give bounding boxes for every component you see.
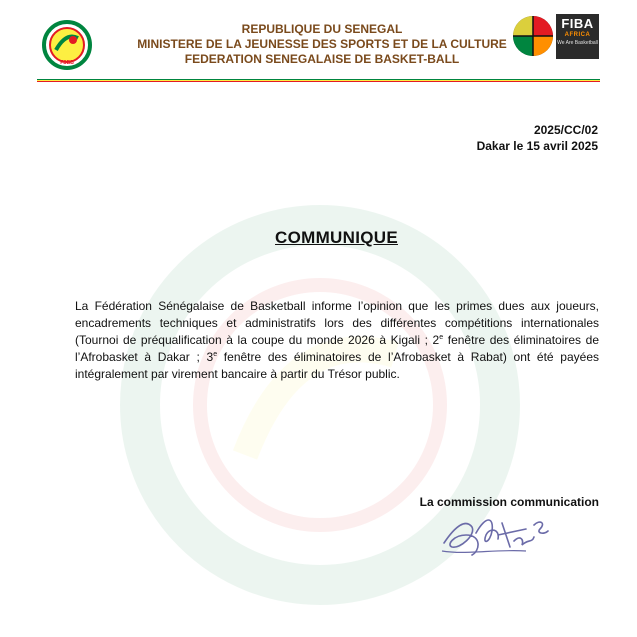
reference-number: 2025/CC/02 xyxy=(533,123,598,137)
fiba-africa-logo xyxy=(511,14,599,59)
fiba-wordmark: FIBA xyxy=(561,16,594,31)
body-part-1: La Fédération Sénégalaise de Basketball informe l’opinion que les primes dues aux joueurs, encadrements techniques et administratifs lors des différentes compétitions internationales (Tournoi de préqualification à la coupe du monde 2026 à Kigali ; 2 xyxy=(75,299,599,347)
letterhead xyxy=(0,0,637,90)
communique-body xyxy=(75,298,599,383)
header-line-2: MINISTERE DE LA JEUNESSE DES SPORTS ET DE LA CULTURE xyxy=(137,37,507,51)
ordinal-suffix-2: e xyxy=(213,351,218,358)
ordinal-suffix-1: e xyxy=(439,334,444,341)
signatory-label: La commission communication xyxy=(419,495,599,509)
tricolor-divider xyxy=(37,79,600,82)
handwritten-signature-icon xyxy=(436,505,554,565)
header-line-3: FEDERATION SENEGALAISE DE BASKET-BALL xyxy=(184,52,460,66)
reference-block xyxy=(477,122,598,154)
fiba-region: AFRICA xyxy=(564,32,591,38)
body-part-2: fenêtre des éliminatoires de l’Afrobasket à Dakar ; 3 xyxy=(75,333,599,364)
fiba-badge xyxy=(556,14,599,59)
header-line-1: REPUBLIQUE DU SENEGAL xyxy=(241,22,403,36)
document-title: COMMUNIQUE xyxy=(275,228,398,247)
fsbb-logo-text: FSBB xyxy=(60,60,74,66)
place-date: Dakar le 15 avril 2025 xyxy=(476,139,598,153)
letterhead-title xyxy=(100,22,544,67)
basketball-icon xyxy=(511,14,555,58)
fsbb-crest-icon xyxy=(42,20,92,70)
fiba-tagline: We Are Basketball xyxy=(557,40,598,46)
body-part-3: fenêtre des éliminatoires de l’Afrobasket à Rabat) ont été payées intégralement par virement bancaire à partir du Trésor public. xyxy=(75,350,599,381)
